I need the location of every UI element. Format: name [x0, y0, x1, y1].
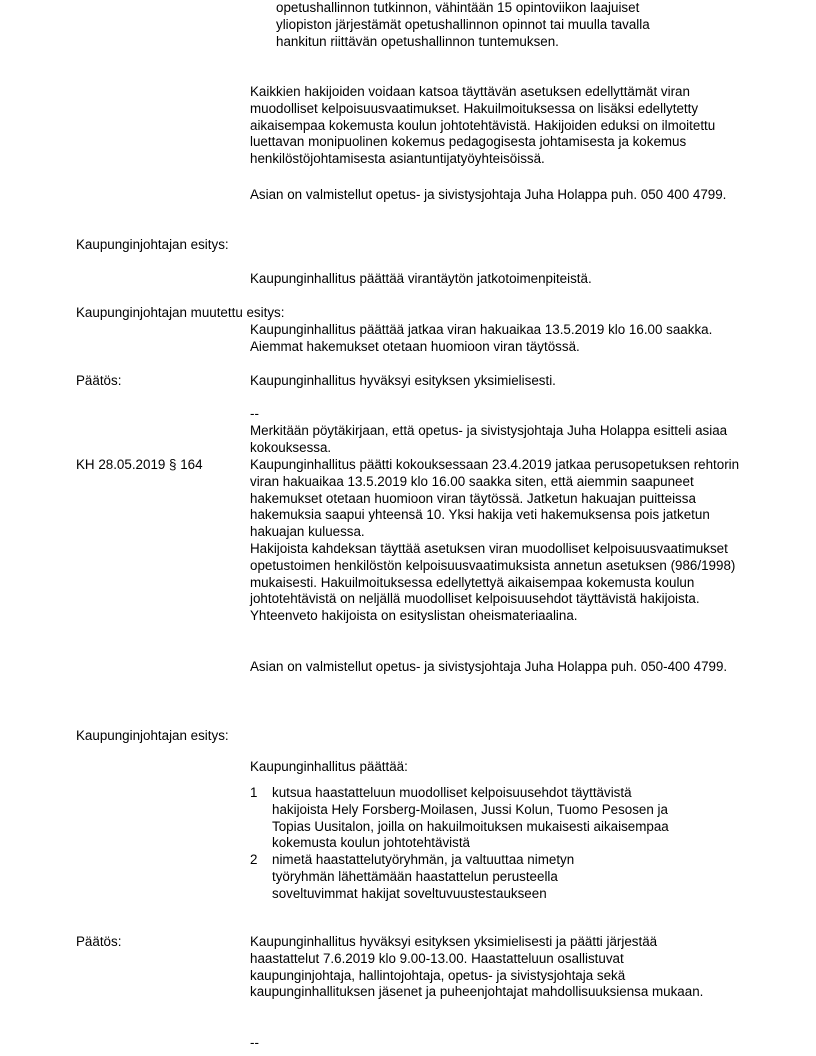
prepared-by-paragraph-2: Asian on valmistellut opetus- ja sivistysjohtaja Juha Holappa puh. 050-400 4799. — [250, 659, 728, 674]
kh-paragraph-1: Kaupunginhallitus päätti kokouksessaan 23.4.2019 jatkaa perusopetuksen rehtorin viran hakuaikaa 13.5.2019 klo 16.00 saakka siten, että aiemmin saapuneet hakemukset otetaan huomioon viran täytössä. Jatketun hakuajan puitteissa hakemuksia saapui yhteensä 10. Yksi hakija veti hakemuksensa pois jatketun hakuajan kuluessa. — [250, 457, 740, 540]
list-item-number: 2 — [250, 852, 258, 867]
top-continuation-text: opetushallinnon tutkinnon, vähintään 15 opintoviikon laajuiset yliopiston järjestämät opetushallinnon opinnot tai muulla tavalla hankitun riittävän opetushallinnon tuntemuksen. — [276, 0, 650, 49]
kh-reference-label: KH 28.05.2019 § 164 — [76, 457, 203, 472]
minutes-note: Merkitään pöytäkirjaan, että opetus- ja sivistysjohtaja Juha Holappa esitteli asiaa kokouksessa. — [250, 423, 728, 455]
proposal-text-1: Kaupunginhallitus päättää virantäytön jatkotoimenpiteistä. — [250, 271, 592, 286]
modified-proposal-label: Kaupunginjohtajan muutettu esitys: — [76, 305, 285, 320]
separator-2: -- — [250, 1035, 259, 1050]
list-item-number: 1 — [250, 785, 258, 800]
decision-text-2: Kaupunginhallitus hyväksyi esityksen yksimielisesti ja päätti järjestää haastattelut 7.6.2019 klo 9.00-13.00. Haastatteluun osallistuvat kaupunginjohtaja, hallintojohtaja, opetus- ja sivistysjohtaja sekä kaupunginhallituksen jäsenet ja puheenjohtajat mahdollisuuksiensa mukaan. — [250, 934, 704, 1000]
proposal-label-2: Kaupunginjohtajan esitys: — [76, 728, 229, 743]
proposal-label-1: Kaupunginjohtajan esitys: — [76, 237, 229, 252]
proposal-intro-2: Kaupunginhallitus päättää: — [250, 759, 408, 774]
applicants-paragraph: Kaikkien hakijoiden voidaan katsoa täyttävän asetuksen edellyttämät viran muodolliset kelpoisuusvaatimukset. Hakuilmoituksessa on lisäksi edellytetty aikaisempaa kokemusta koulun johtotehtävistä. Hakijoiden eduksi on ilmoitettu luettavan monipuolinen kokemus pedagogisesta johtamisesta ja kokemus henkilöstöjohtamisesta asiantuntijatyöyhteisöissä. — [250, 84, 716, 167]
separator-1: -- — [250, 406, 259, 421]
decision-label-1: Päätös: — [76, 373, 122, 388]
decision-label-2: Päätös: — [76, 934, 122, 949]
decision-text-1: Kaupunginhallitus hyväksyi esityksen yksimielisesti. — [250, 373, 556, 388]
prepared-by-paragraph-1: Asian on valmistellut opetus- ja sivistysjohtaja Juha Holappa puh. 050 400 4799. — [250, 187, 727, 202]
modified-proposal-text: Kaupunginhallitus päättää jatkaa viran hakuaikaa 13.5.2019 klo 16.00 saakka. Aiemmat hakemukset otetaan huomioon viran täytössä. — [250, 322, 713, 354]
kh-paragraph-2: Hakijoista kahdeksan täyttää asetuksen viran muodolliset kelpoisuusvaatimukset opetustoimen henkilöstön kelpoisuusvaatimuksista annetun asetuksen (986/1998) mukaisesti. Hakuilmoituksessa edellytettyä aikaisempaa kokemusta koulun johtotehtävistä on neljällä muodolliset kelpoisuusehdot täyttävistä hakijoista. Yhteenveto hakijoista on esityslistan oheismateriaalina. — [250, 541, 736, 624]
list-item-text: kutsua haastatteluun muodolliset kelpoisuusehdot täyttävistä hakijoista Hely Forsberg-Moilasen, Jussi Kolun, Tuomo Pesosen ja Topias Uusitalon, joilla on hakuilmoituksen mukaisesti aikaisempaa kokemusta koulun johtotehtävistä — [272, 785, 669, 851]
list-item-text: nimetä haastattelutyöryhmän, ja valtuuttaa nimetyn työryhmän lähettämään haastattelun perusteella soveltuvimmat hakijat soveltuvuustestaukseen — [272, 852, 575, 901]
